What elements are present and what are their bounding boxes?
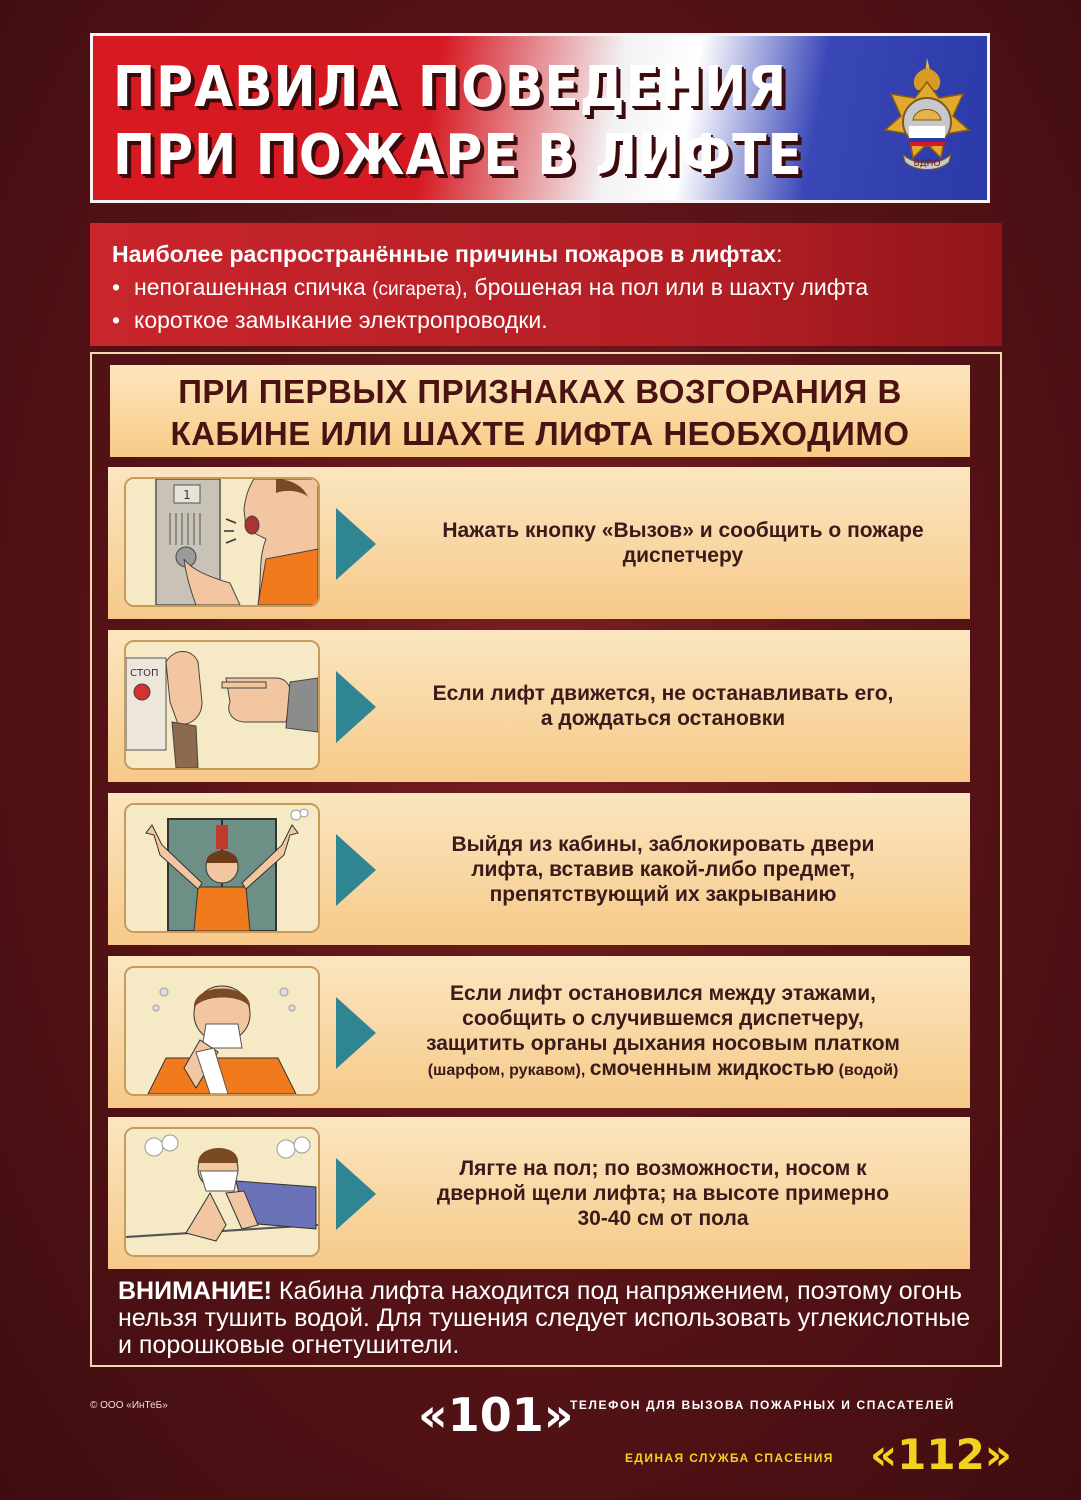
- title-line-2: ПРИ ПОЖАРЕ В ЛИФТЕ: [113, 123, 803, 188]
- step-5-line-3: 30-40 см от пола: [577, 1206, 749, 1230]
- step-4-line-2: сообщить о случившемся диспетчеру,: [462, 1007, 864, 1030]
- cause-item-2: [112, 305, 980, 336]
- blocked-door-illustration-icon: [126, 805, 318, 931]
- step-1-illustration: [124, 477, 320, 607]
- step-4-illustration: [124, 966, 320, 1096]
- step-2: [108, 630, 970, 782]
- step-4-line-3: защитить органы дыхания носовым платком: [426, 1032, 900, 1055]
- bullet-icon: •: [112, 307, 121, 333]
- cause-item-1-post: , брошеная на пол или в шахту лифта: [461, 274, 869, 300]
- cause-item-2-text: короткое замыкание электропроводки.: [134, 307, 548, 333]
- step-5: [108, 1117, 970, 1269]
- step-1: [108, 467, 970, 619]
- causes-title-colon: :: [776, 241, 783, 267]
- step-2-text: [370, 630, 956, 782]
- bullet-icon: •: [112, 274, 121, 300]
- step-2-line-2: а дождаться остановки: [540, 707, 786, 730]
- step-3-line-1: Выйдя из кабины, заблокировать двери: [451, 832, 875, 856]
- cause-item-1: [112, 272, 980, 305]
- step-3-text: [370, 793, 956, 945]
- causes-block: [90, 223, 1002, 346]
- steps-header: [110, 365, 970, 457]
- stop-button-illustration-icon: [126, 642, 318, 768]
- warning-bold: ВНИМАНИЕ!: [118, 1277, 272, 1305]
- step-3-illustration: [124, 803, 320, 933]
- phone-112: «112»: [870, 1430, 1012, 1479]
- step-5-line-2: дверной щели лифта; на высоте примерно: [436, 1181, 890, 1205]
- warning-text: [118, 1278, 978, 1359]
- steps-header-line-1: ПРИ ПЕРВЫХ ПРИЗНАКАХ ВОЗГОРАНИЯ В: [178, 373, 902, 410]
- cause-item-1-small: (сигарета): [372, 279, 462, 300]
- vdpo-emblem-icon: [873, 54, 981, 184]
- page-title: [113, 54, 803, 190]
- step-3: [108, 793, 970, 945]
- copyright: © ООО «ИнТеБ»: [90, 1400, 168, 1411]
- step-4-line-1: Если лифт остановился между этажами,: [450, 982, 876, 1005]
- call-button-illustration-icon: [126, 479, 318, 605]
- stop-label: СТОП: [130, 668, 159, 679]
- step-5-illustration: [124, 1127, 320, 1257]
- title-banner: [90, 33, 990, 203]
- step-4-small-1: (шарфом, рукавом),: [427, 1062, 590, 1079]
- step-5-text: [370, 1117, 956, 1269]
- phone-label: ТЕЛЕФОН ДЛЯ ВЫЗОВА ПОЖАРНЫХ И СПАСАТЕЛЕЙ: [570, 1398, 955, 1412]
- step-2-line-1: Если лифт движется, не останавливать его,: [432, 682, 894, 705]
- steps-header-line-2: КАБИНЕ ИЛИ ШАХТЕ ЛИФТА НЕОБХОДИМО: [170, 415, 910, 452]
- step-4-text: [370, 956, 956, 1108]
- step-4-main: смоченным жидкостью: [589, 1057, 835, 1080]
- step-4-small-2: (водой): [834, 1062, 899, 1079]
- causes-title: [112, 241, 980, 268]
- step-5-line-1: Лягте на пол; по возможности, носом к: [459, 1156, 867, 1180]
- step-3-line-2: лифта, вставив какой-либо предмет,: [471, 857, 855, 881]
- causes-title-text: Наиболее распространённые причины пожаров в лифтах: [112, 241, 777, 267]
- phone-101: «101»: [418, 1388, 574, 1442]
- panel-number: 1: [183, 488, 191, 502]
- step-3-line-3: препятствующий их закрыванию: [489, 882, 837, 906]
- step-4-line-4: [426, 1056, 900, 1083]
- lie-down-illustration-icon: [126, 1129, 318, 1255]
- step-2-illustration: [124, 640, 320, 770]
- cover-nose-illustration-icon: [126, 968, 318, 1094]
- step-4: [108, 956, 970, 1108]
- title-line-1: ПРАВИЛА ПОВЕДЕНИЯ: [113, 55, 788, 120]
- cause-item-1-pre: непогашенная спичка: [134, 274, 373, 300]
- rescue-label: ЕДИНАЯ СЛУЖБА СПАСЕНИЯ: [625, 1451, 834, 1465]
- step-1-text: Нажать кнопку «Вызов» и сообщить о пожаре диспетчеру: [442, 519, 924, 567]
- warning-body: Кабина лифта находится под напряжением, поэтому огонь нельзя тушить водой. Для тушения следует использовать углекислотные и порошковые огнетушители.: [118, 1277, 971, 1359]
- emblem-text: ВДПО: [913, 159, 941, 169]
